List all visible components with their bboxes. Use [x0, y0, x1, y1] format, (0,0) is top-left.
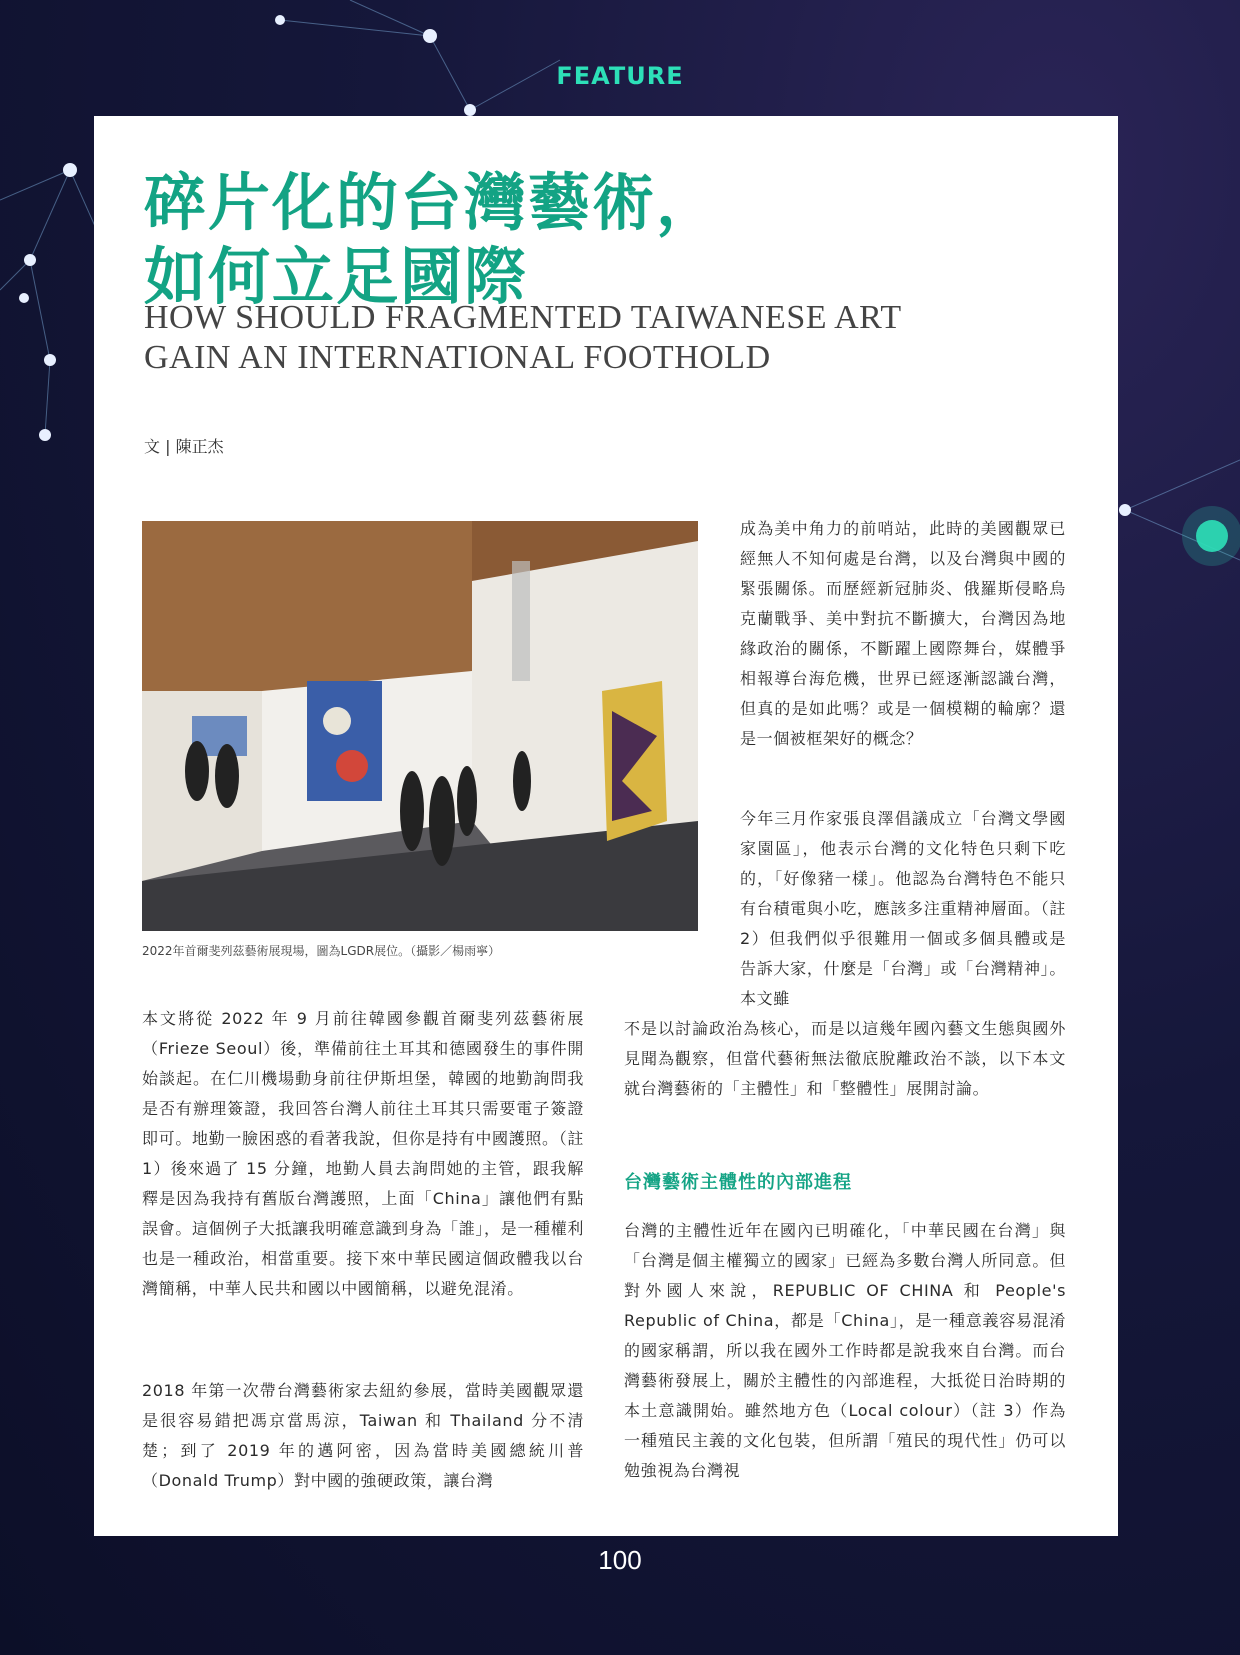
- paragraph-left-bottom: 2018 年第一次帶台灣藝術家去紐約參展，當時美國觀眾還是很容易錯把馮京當馬涼，Taiwan 和 Thailand 分不清楚；到了 2019 年的邁阿密，因為當時美國總統川普（Donald Trump）對中國的強硬政策，讓台灣: [142, 1381, 584, 1490]
- article-title-en: [144, 298, 1044, 378]
- byline: 文 | 陳正杰: [144, 437, 224, 456]
- article-title-zh: [144, 166, 1044, 314]
- paragraph-left-top: 本文將從 2022 年 9 月前往韓國參觀首爾斐列茲藝術展（Frieze Seoul）後，準備前往土耳其和德國發生的事件開始談起。在仁川機場動身前往伊斯坦堡，韓國的地勤詢問我是否有辦理簽證，我回答台灣人前往土耳其只需要電子簽證即可。地勤一臉困惑的看著我說，但你是持有中國護照。（註 1）後來過了 15 分鐘，地勤人員去詢問她的主管，跟我解釋是因為我持有舊版台灣護照，上面「China」讓他們有點誤會。這個例子大抵讓我明確意識到身為「誰」，是一種權利也是一種政治，相當重要。接下來中華民國這個政體我以台灣簡稱，中華人民共和國以中國簡稱，以避免混淆。: [142, 1009, 584, 1298]
- title-en-line-1: HOW SHOULD FRAGMENTED TAIWANESE ART: [144, 299, 902, 336]
- paragraph-right-mid-wide: 不是以討論政治為核心，而是以這幾年國內藝文生態與國外見聞為觀察，但當代藝術無法徹底脫離政治不談，以下本文就台灣藝術的「主體性」和「整體性」展開討論。: [624, 1019, 1066, 1098]
- title-en-line-2: GAIN AN INTERNATIONAL FOOTHOLD: [144, 339, 771, 376]
- exhibition-photo-illustration: [142, 521, 698, 931]
- title-zh-line-2: 如何立足國際: [144, 240, 529, 313]
- article-panel: [94, 116, 1118, 1536]
- section-heading: 台灣藝術主體性的內部進程: [624, 1172, 852, 1193]
- paragraph-right-bottom: 台灣的主體性近年在國內已明確化，「中華民國在台灣」與「台灣是個主權獨立的國家」已經為多數台灣人所同意。但對外國人來說，REPUBLIC OF CHINA 和 People's Republic of China，都是「China」，是一種意義容易混淆的國家稱謂，所以我在國外工作時都是說我來自台灣。而台灣藝術發展上，關於主體性的內部進程，大抵從日治時期的本土意識開始。雖然地方色（Local colour）（註 3）作為一種殖民主義的文化包裝，但所謂「殖民的現代性」仍可以勉強視為台灣視: [624, 1221, 1066, 1480]
- paragraph-right-top: 成為美中角力的前哨站，此時的美國觀眾已經無人不知何處是台灣，以及台灣與中國的緊張關係。而歷經新冠肺炎、俄羅斯侵略烏克蘭戰爭、美中對抗不斷擴大，台灣因為地緣政治的關係，不斷躍上國際舞台，媒體爭相報導台海危機，世界已經逐漸認識台灣，但真的是如此嗎？或是一個模糊的輪廓？還是一個被框架好的概念？: [740, 519, 1066, 748]
- page-number: 100: [598, 1545, 642, 1575]
- paragraph-right-mid-narrow: 今年三月作家張良澤倡議成立「台灣文學國家園區」，他表示台灣的文化特色只剩下吃的，「好像豬一樣」。他認為台灣特色不能只有台積電與小吃，應該多注重精神層面。（註 2）但我們似乎很難用一個或多個具體或是告訴大家，什麼是「台灣」或「台灣精神」。本文雖: [740, 809, 1066, 1008]
- photo-caption: 2022年首爾斐列茲藝術展現場，圖為LGDR展位。（攝影／楊雨寧）: [142, 944, 501, 958]
- section-label: FEATURE: [556, 62, 684, 90]
- title-zh-line-1: 碎片化的台灣藝術，: [144, 166, 721, 239]
- exhibition-photo: [142, 521, 698, 931]
